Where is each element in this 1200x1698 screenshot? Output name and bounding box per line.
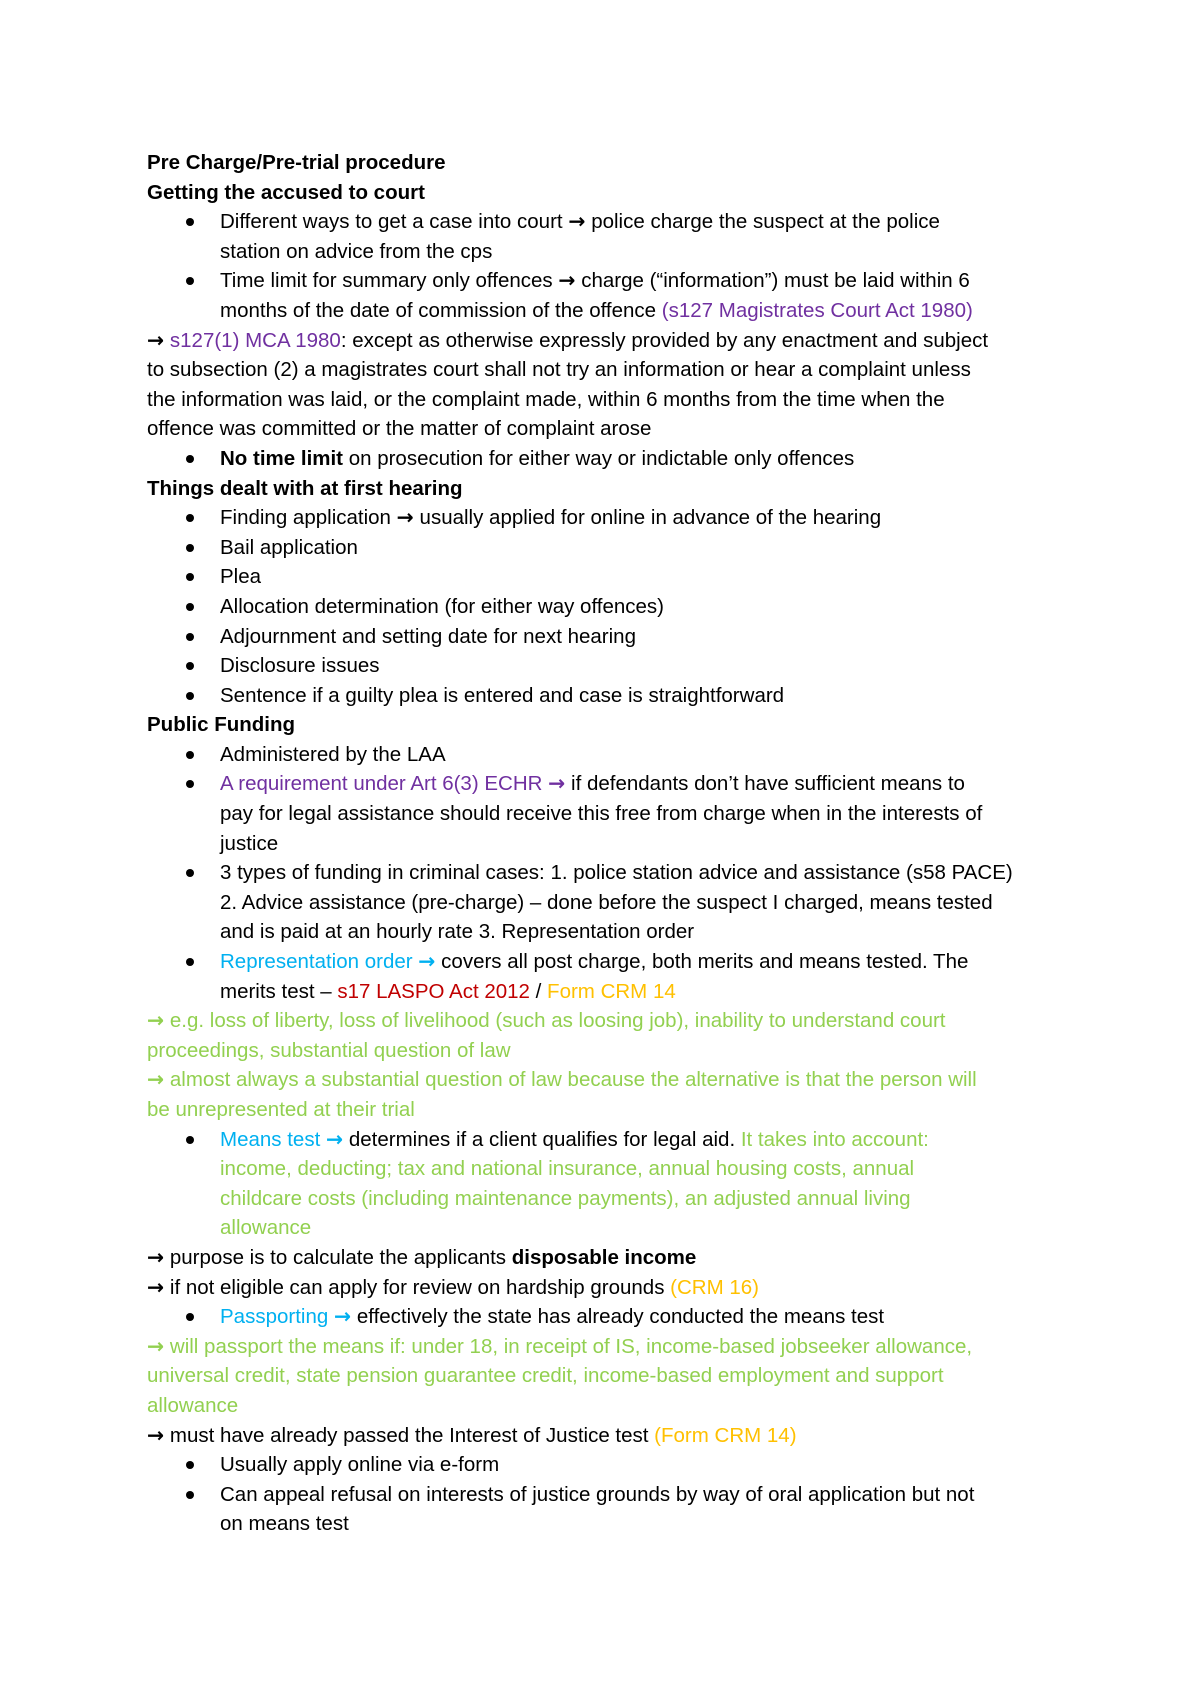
arrow-icon: → [325, 1126, 344, 1151]
list-item [147, 207, 1072, 266]
bullet-text: Different ways to get a case into court [220, 210, 569, 234]
bullet-icon [186, 573, 194, 581]
bullet-text: Administered by the LAA [220, 742, 446, 766]
bullet-icon [186, 780, 194, 788]
arrow-icon: → [147, 327, 165, 352]
paragraph-text: universal credit, state pension guarantee credit, income-based employment and support [147, 1364, 944, 1388]
document-title: Pre Charge/Pre-trial procedure [147, 151, 446, 174]
section-heading-getting-accused: Getting the accused to court [147, 180, 425, 204]
list-item [147, 622, 1072, 652]
paragraph-text: if not eligible can apply for review on hardship grounds [164, 1275, 671, 1299]
arrow-icon: → [147, 1244, 165, 1269]
arrow-icon: → [418, 949, 436, 974]
statute-reference: s17 LASPO Act 2012 [337, 979, 530, 1003]
bullet-text: charge (“information”) must be laid within 6 [575, 269, 970, 293]
bullet-text: Adjournment and setting date for next hearing [220, 624, 636, 648]
arrow-icon: → [147, 1008, 165, 1033]
term-label: Passporting [220, 1305, 334, 1329]
term-label: Means test [220, 1127, 326, 1151]
document-page [147, 148, 1072, 1539]
list-item [147, 503, 1072, 533]
paragraph-text: purpose is to calculate the applicants [164, 1245, 512, 1269]
section-heading-first-hearing: Things dealt with at first hearing [147, 476, 463, 500]
paragraph-hardship [147, 1273, 1072, 1303]
bullet-text-green: It takes into account: [740, 1127, 929, 1151]
paragraph-passport [147, 1332, 1072, 1421]
list-item [147, 1450, 1072, 1480]
section-heading-public-funding: Public Funding [147, 713, 296, 737]
list-item [147, 1125, 1072, 1243]
bullet-text: Time limit for summary only offences [220, 269, 559, 293]
list-item [147, 947, 1072, 1006]
paragraph-text-bold: disposable income [511, 1245, 697, 1269]
bullet-text: Can appeal refusal on interests of justice grounds by way of oral application but not [220, 1482, 975, 1506]
form-reference: (CRM 16) [670, 1275, 759, 1299]
bullet-icon [186, 751, 194, 759]
paragraph-text: the information was laid, or the complaint made, within 6 months from the time when the [147, 387, 945, 411]
paragraph-purpose [147, 1243, 1072, 1273]
bullet-text: Disclosure issues [220, 654, 380, 678]
list-item [147, 562, 1072, 592]
list-item [147, 444, 1072, 474]
list-item [147, 740, 1072, 770]
bullet-icon [186, 1136, 194, 1144]
bullet-icon [186, 692, 194, 700]
list-item [147, 651, 1072, 681]
bullet-text: station on advice from the cps [220, 239, 493, 263]
bullet-text: Usually apply online via e-form [220, 1453, 500, 1477]
bullet-icon [186, 662, 194, 670]
bullet-icon [186, 544, 194, 552]
bullet-text: months of the date of commission of the offence [220, 298, 662, 322]
list-item [147, 266, 1072, 325]
paragraph-substantial-question [147, 1065, 1072, 1124]
bullet-text: usually applied for online in advance of the hearing [413, 506, 882, 530]
arrow-icon: → [548, 771, 566, 796]
bullet-text: and is paid at an hourly rate 3. Representation order [220, 920, 695, 944]
bullet-icon [186, 514, 194, 522]
paragraph-text: be unrepresented at their trial [147, 1098, 415, 1121]
bullet-icon [186, 455, 194, 463]
bullet-text: justice [220, 831, 279, 855]
bullet-text: effectively the state has already conducted the means test [351, 1305, 885, 1329]
bullet-icon [186, 633, 194, 641]
arrow-icon: → [396, 505, 414, 530]
arrow-icon: → [568, 209, 586, 234]
paragraph-s127 [147, 326, 1072, 444]
bullet-icon [186, 1461, 194, 1469]
arrow-icon: → [147, 1422, 165, 1447]
arrow-icon: → [333, 1304, 352, 1329]
paragraph-text: e.g. loss of liberty, loss of livelihood (such as loosing job), inability to understand court [164, 1009, 946, 1033]
bullet-text: on means test [220, 1512, 349, 1536]
bullet-text: pay for legal assistance should receive this free from charge when in the interests of [220, 802, 983, 826]
paragraph-text: almost always a substantial question of law because the alternative is that the person will [164, 1068, 977, 1092]
bullet-text: determines if a client qualifies for legal aid. [343, 1127, 741, 1151]
bullet-icon [186, 958, 194, 966]
form-reference: Form CRM 14 [547, 979, 676, 1003]
paragraph-text: will passport the means if: under 18, in receipt of IS, income-based jobseeker allowance, [164, 1334, 973, 1358]
paragraph-text: to subsection (2) a magistrates court shall not try an information or hear a complaint unless [147, 358, 971, 382]
bullet-text: covers all post charge, both merits and means tested. The [435, 950, 969, 974]
bullet-text: merits test – [220, 979, 338, 1003]
list-item [147, 858, 1072, 947]
bullet-icon [186, 869, 194, 877]
bullet-text: if defendants don’t have sufficient means to [565, 772, 965, 796]
statute-reference: A requirement under Art 6(3) ECHR [220, 772, 549, 796]
paragraph-text: offence was committed or the matter of complaint arose [147, 417, 652, 441]
bullet-text: 2. Advice assistance (pre-charge) – done before the suspect I charged, means tested [220, 890, 993, 914]
paragraph-text: allowance [147, 1393, 239, 1417]
paragraph-examples [147, 1006, 1072, 1065]
list-item [147, 533, 1072, 563]
bullet-text: Sentence if a guilty plea is entered and case is straightforward [220, 683, 785, 707]
statute-reference: s127(1) MCA 1980 [169, 328, 341, 352]
separator-text: / [529, 979, 548, 1003]
arrow-icon: → [147, 1274, 165, 1299]
list-item [147, 681, 1072, 711]
bullet-icon [186, 277, 194, 285]
statute-reference: (s127 Magistrates Court Act 1980) [661, 298, 973, 322]
bullet-text: Finding application [220, 506, 397, 530]
bullet-text-green: income, deducting; tax and national insurance, annual housing costs, annual [220, 1157, 915, 1181]
bullet-text-green: childcare costs (including maintenance payments), an adjusted annual living [220, 1186, 911, 1210]
bullet-icon [186, 1313, 194, 1321]
term-label: Representation order [220, 950, 419, 974]
list-item [147, 1480, 1072, 1539]
bullet-text: 3 types of funding in criminal cases: 1. police station advice and assistance (s58 PACE) [220, 861, 1013, 885]
bullet-text-bold: No time limit [220, 446, 344, 470]
paragraph-interest-of-justice [147, 1421, 1072, 1451]
arrow-icon: → [147, 1067, 165, 1092]
paragraph-text: : except as otherwise expressly provided by any enactment and subject [340, 328, 989, 352]
bullet-text: on prosecution for either way or indictable only offences [343, 446, 855, 470]
list-item [147, 769, 1072, 858]
paragraph-text: must have already passed the Interest of Justice test [164, 1423, 655, 1447]
bullet-icon [186, 218, 194, 226]
arrow-icon: → [147, 1333, 165, 1358]
bullet-icon [186, 1491, 194, 1499]
bullet-text: Allocation determination (for either way offences) [220, 594, 665, 618]
arrow-icon: → [558, 268, 576, 293]
list-item [147, 1302, 1072, 1332]
form-reference: (Form CRM 14) [654, 1423, 797, 1447]
list-item [147, 592, 1072, 622]
bullet-text: Bail application [220, 535, 358, 559]
bullet-icon [186, 603, 194, 611]
bullet-text-green: allowance [220, 1216, 312, 1240]
bullet-text: Plea [220, 565, 262, 589]
paragraph-text: proceedings, substantial question of law [147, 1038, 511, 1062]
bullet-text: police charge the suspect at the police [585, 210, 940, 234]
